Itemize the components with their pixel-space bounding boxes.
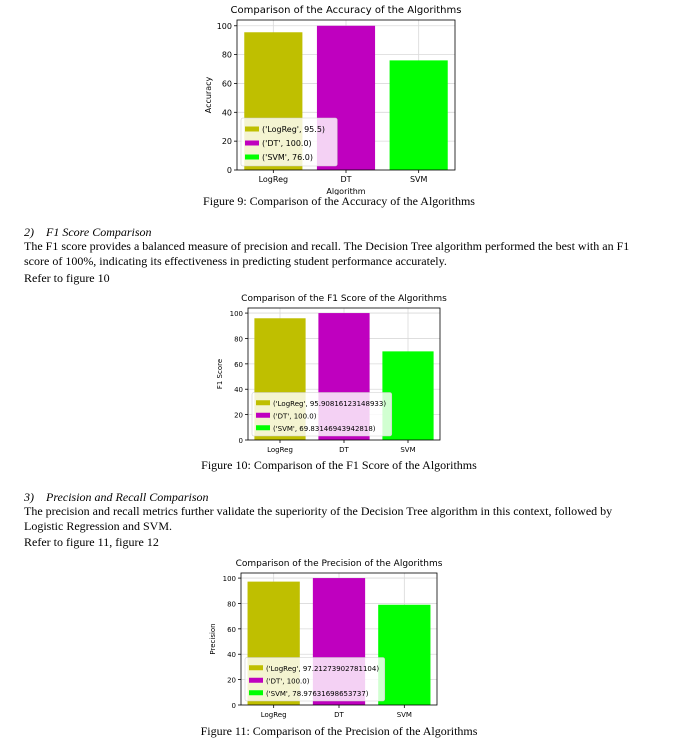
- y-tick-label: 0: [231, 702, 236, 710]
- y-tick-label: 80: [221, 50, 232, 60]
- x-tick-label: SVM: [396, 711, 412, 719]
- legend-swatch: [249, 678, 263, 683]
- x-tick-label: SVM: [400, 446, 416, 454]
- y-tick-label: 100: [229, 310, 243, 319]
- legend-swatch: [245, 141, 259, 146]
- section-title: F1 Score Comparison: [46, 225, 152, 239]
- y-tick-label: 0: [226, 166, 232, 175]
- y-tick-label: 60: [234, 360, 243, 369]
- legend-swatch: [256, 425, 270, 430]
- legend-swatch: [249, 690, 263, 695]
- y-tick-label: 100: [216, 21, 232, 31]
- chart-title: Comparison of the F1 Score of the Algorithms: [241, 294, 447, 304]
- y-tick-label: 80: [227, 600, 236, 609]
- legend-label: ('LogReg', 95.5): [262, 125, 326, 134]
- x-tick-label: DT: [339, 446, 349, 454]
- x-tick-label: DT: [340, 175, 352, 184]
- legend-swatch: [245, 127, 259, 132]
- figure-11-caption: Figure 11: Comparison of the Precision of the Algorithms: [200, 724, 478, 738]
- x-tick-label: LogReg: [258, 175, 289, 184]
- precision-chart: [205, 555, 455, 723]
- y-tick-label: 60: [227, 625, 236, 634]
- y-tick-label: 40: [234, 386, 243, 395]
- legend-label: ('DT', 100.0): [273, 412, 317, 421]
- bar-svm: [378, 605, 430, 705]
- refer-f1: Refer to figure 10: [24, 271, 110, 285]
- legend-label: ('SVM', 69.83146943942818): [273, 424, 376, 433]
- y-axis-label: Precision: [209, 623, 217, 655]
- figure-9-caption: Figure 9: Comparison of the Accuracy of the Algorithms: [203, 194, 475, 208]
- chart-title: Comparison of the Accuracy of the Algorithms: [230, 5, 462, 16]
- legend-label: ('SVM', 76.0): [262, 153, 313, 162]
- legend-swatch: [256, 413, 270, 418]
- section-heading-f1: [24, 225, 152, 240]
- y-tick-label: 20: [227, 676, 236, 685]
- figure-10-caption: Figure 10: Comparison of the F1 Score of the Algorithms: [201, 458, 477, 472]
- y-tick-label: 100: [222, 575, 236, 584]
- f1-score-chart: [210, 290, 455, 458]
- legend-label: ('SVM', 78.97631698653737): [266, 689, 369, 698]
- y-axis-label: Accuracy: [204, 76, 213, 114]
- refer-precision: Refer to figure 11, figure 12: [24, 535, 159, 549]
- y-tick-label: 20: [221, 137, 232, 147]
- legend-label: ('LogReg', 97.21273902781104): [266, 664, 380, 673]
- legend-swatch: [245, 155, 259, 160]
- x-tick-label: LogReg: [267, 446, 293, 454]
- section-heading-precision: [24, 490, 209, 505]
- paragraph-precision: The precision and recall metrics further validate the superiority of the Decision Tree algorithm in this context, followed by Logistic Regression and SVM.: [24, 504, 613, 533]
- y-tick-label: 20: [234, 411, 243, 420]
- y-tick-label: 0: [238, 437, 243, 445]
- legend-label: ('DT', 100.0): [266, 677, 310, 686]
- section-number: 2): [24, 225, 34, 239]
- y-axis-label: F1 Score: [216, 358, 224, 390]
- y-tick-label: 60: [221, 79, 232, 89]
- x-tick-label: DT: [334, 711, 344, 719]
- x-tick-label: LogReg: [260, 711, 287, 719]
- legend-label: ('LogReg', 95.90816123148933): [273, 399, 387, 408]
- y-tick-label: 80: [234, 335, 243, 344]
- section-title: Precision and Recall Comparison: [46, 490, 209, 504]
- y-tick-label: 40: [221, 108, 232, 118]
- y-tick-label: 40: [227, 651, 236, 660]
- section-number: 3): [24, 490, 34, 504]
- legend-swatch: [249, 665, 263, 670]
- x-tick-label: SVM: [409, 175, 428, 184]
- legend-label: ('DT', 100.0): [262, 139, 312, 148]
- x-axis-label: Algorithm: [326, 187, 366, 195]
- bar-svm: [390, 60, 448, 170]
- chart-title: Comparison of the Precision of the Algorithms: [235, 559, 443, 569]
- paragraph-f1: The F1 score provides a balanced measure of precision and recall. The Decision Tree algorithm performed the best with an F1 score of 100%, indicating its effectiveness in predicting student performance accurately.: [24, 239, 630, 268]
- accuracy-chart: [195, 0, 470, 195]
- legend-swatch: [256, 400, 270, 405]
